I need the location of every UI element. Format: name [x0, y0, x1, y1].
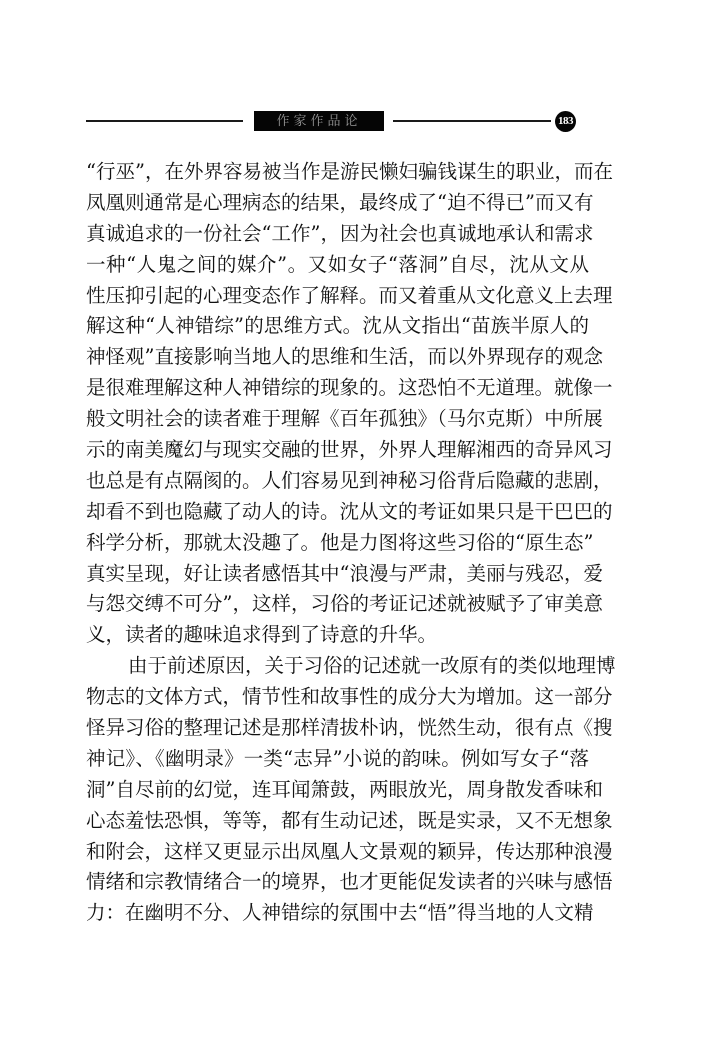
text-line: 神记》、《幽明录》一类“志异”小说的韵味。例如写女子“落 — [86, 746, 589, 770]
body-text — [86, 157, 616, 929]
text-line: 力：在幽明不分、人神错综的氛围中去“悟”得当地的人文精 — [86, 901, 594, 925]
text-line: 真实呈现，好让读者感悟其中“浪漫与严肃，美丽与残忍，爱 — [86, 561, 603, 585]
text-line: 物志的文体方式，情节性和故事性的成分大为增加。这一部分 — [86, 685, 613, 709]
text-line: 和附会，这样又更显示出凤凰人文景观的颖异，传达那种浪漫 — [86, 839, 613, 863]
header-rule-right — [393, 120, 551, 122]
text-line: 凤凰则通常是心理病态的结果，最终成了“迫不得已”而又有 — [86, 190, 594, 214]
text-line: 解这种“人神错综”的思维方式。沈从文指出“苗族半原人的 — [86, 314, 589, 338]
text-line: 真诚追求的一份社会“工作”，因为社会也真诚地承认和需求 — [86, 221, 594, 245]
text-line: “行巫”，在外界容易被当作是游民懒妇骗钱谋生的职业，而在 — [86, 160, 613, 183]
text-line: 般文明社会的读者难于理解《百年孤独》（马尔克斯）中所展 — [86, 407, 603, 431]
text-line: 一种“人鬼之间的媒介”。又如女子“落洞”自尽，沈从文从 — [86, 252, 589, 276]
text-line: 性压抑引起的心理变态作了解释。而又着重从文化意义上去理 — [86, 283, 613, 307]
text-line: 科学分析，那就太没趣了。他是力图将这些习俗的“原生态” — [86, 530, 594, 554]
text-line: 洞”自尽前的幻觉，连耳闻箫鼓，两眼放光，周身散发香味和 — [86, 777, 603, 801]
text-line: 由于前述原因，关于习俗的记述就一改原有的类似地理博 — [128, 654, 616, 678]
header-rule-left — [86, 120, 243, 122]
page-number-badge: 183 — [555, 111, 576, 132]
text-line: 与怨交缚不可分”，这样，习俗的考证记述就被赋予了审美意 — [86, 592, 603, 616]
text-line: 是很难理解这种人神错综的现象的。这恐怕不无道理。就像一 — [86, 376, 613, 400]
text-line: 怪异习俗的整理记述是那样清拔朴讷，恍然生动，很有点《搜 — [86, 716, 613, 740]
running-head-title: 作家作品论 — [254, 111, 384, 131]
text-line: 心态羞怯恐惧，等等，都有生动记述，既是实录，又不无想象 — [86, 808, 613, 832]
text-line: 也总是有点隔阂的。人们容易见到神秘习俗背后隐藏的悲剧， — [86, 468, 613, 492]
text-line: 却看不到也隐藏了动人的诗。沈从文的考证如果只是干巴巴的 — [86, 499, 613, 523]
text-line: 神怪观”直接影响当地人的思维和生活，而以外界现存的观念 — [86, 345, 603, 369]
running-head — [0, 0, 710, 140]
text-line: 示的南美魔幻与现实交融的世界，外界人理解湘西的奇异风习 — [86, 438, 613, 462]
text-line: 义，读者的趣味追求得到了诗意的升华。 — [86, 623, 438, 647]
text-line: 情绪和宗教情绪合一的境界，也才更能促发读者的兴味与感悟 — [86, 870, 613, 894]
